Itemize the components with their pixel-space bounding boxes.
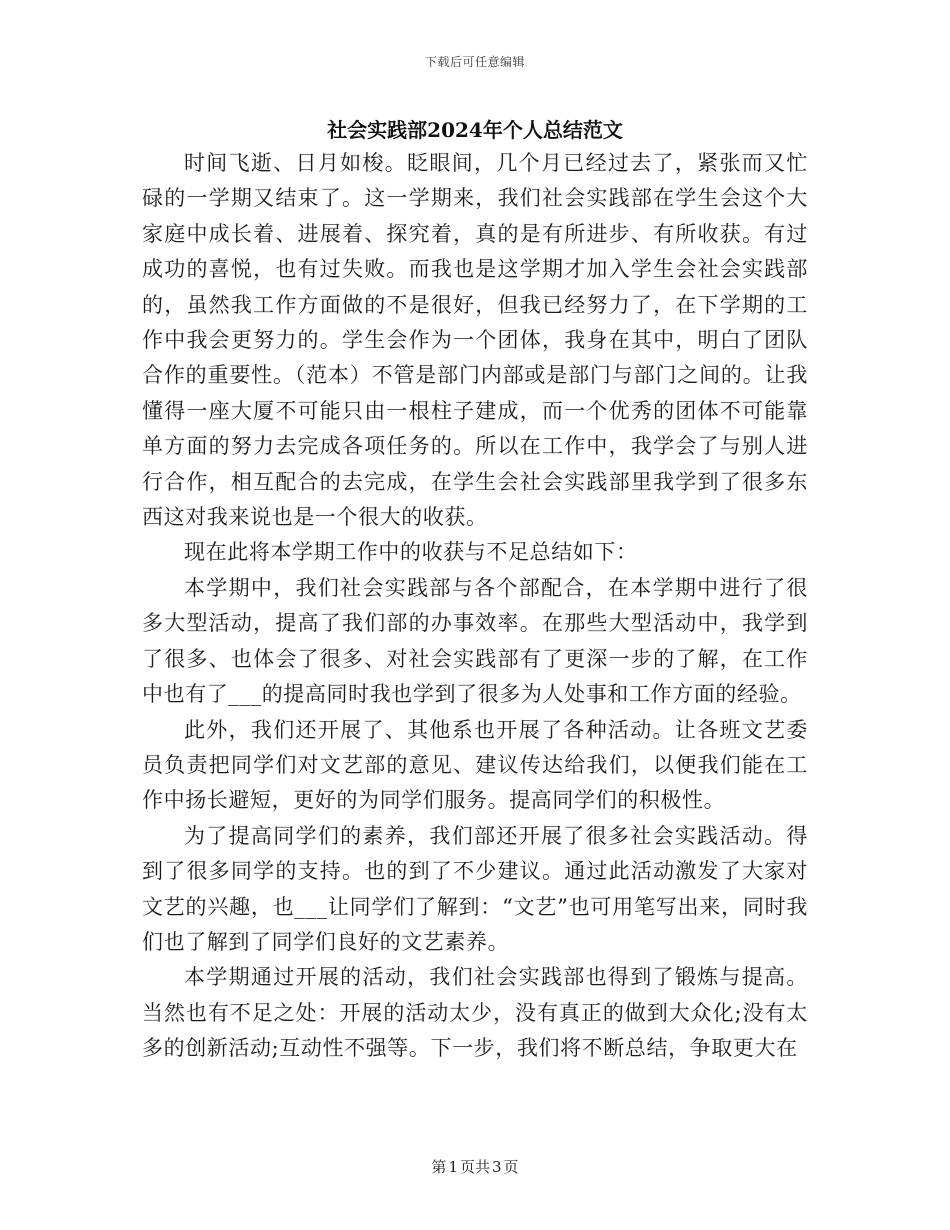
total-pages-number: 3: [492, 1158, 502, 1176]
paragraph: 现在此将本学期工作中的收获与不足总结如下：: [184, 540, 638, 565]
document-title: 社会实践部2024年个人总结范文: [327, 118, 623, 142]
paragraph: 时间飞逝、日月如梭。眨眼间，几个月已经过去了，紧张而又忙碌的一学期又结束了。这一学期来，我们社会实践部在学生会这个大家庭中成长着、进展着、探究着，真的是有所进步、有所收获。有过成功的喜悦，也有过失败。而我也是这学期才加入学生会社会实践部的，虽然我工作方面做的不是很好，但我已经努力了，在下学期的工作中我会更努力的。学生会作为一个团体，我身在其中，明白了团队合作的重要性。（范本）不管是部门内部或是部门与部门之间的。让我懂得一座大厦不可能只由一根柱子建成，而一个优秀的团体不可能靠单方面的努力去完成各项任务的。所以在工作中，我学会了与别人进行合作，相互配合的去完成，在学生会社会实践部里我学到了很多东西这对我来说也是一个很大的收获。: [142, 151, 808, 530]
paragraph: 为了提高同学们的素养，我们部还开展了很多社会实践活动。得到了很多同学的支持。也的到了不少建议。通过此活动激发了大家对文艺的兴趣，也___让同学们了解到：“文艺”也可用笔写出来，同时我们也了解到了同学们良好的文艺素养。: [142, 823, 808, 954]
header-note: 下载后可任意编辑: [424, 55, 525, 69]
page-label-suffix: 页: [503, 1158, 519, 1176]
paragraph: 本学期通过开展的活动，我们社会实践部也得到了锻炼与提高。当然也有不足之处：开展的活动太少，没有真正的做到大众化;没有太多的创新活动;互动性不强等。下一步，我们将不断总结，争取更大在: [142, 965, 808, 1061]
page-footer: [0, 1156, 950, 1177]
page-label-prefix: 第: [431, 1158, 447, 1176]
current-page-number: 1: [448, 1158, 458, 1176]
document-body: [142, 146, 808, 1067]
paragraph: 本学期中，我们社会实践部与各个部配合，在本学期中进行了很多大型活动，提高了我们部的办事效率。在那些大型活动中，我学到了很多、也体会了很多、对社会实践部有了更深一步的了解，在工作中也有了___的提高同时我也学到了很多为人处事和工作方面的经验。: [142, 575, 808, 707]
paragraph: 此外，我们还开展了、其他系也开展了各种活动。让各班文艺委员负责把同学们对文艺部的意见、建议传达给我们，以便我们能在工作中扬长避短，更好的为同学们服务。提高同学们的积极性。: [142, 717, 808, 813]
page-label-mid: 页共: [459, 1158, 490, 1176]
